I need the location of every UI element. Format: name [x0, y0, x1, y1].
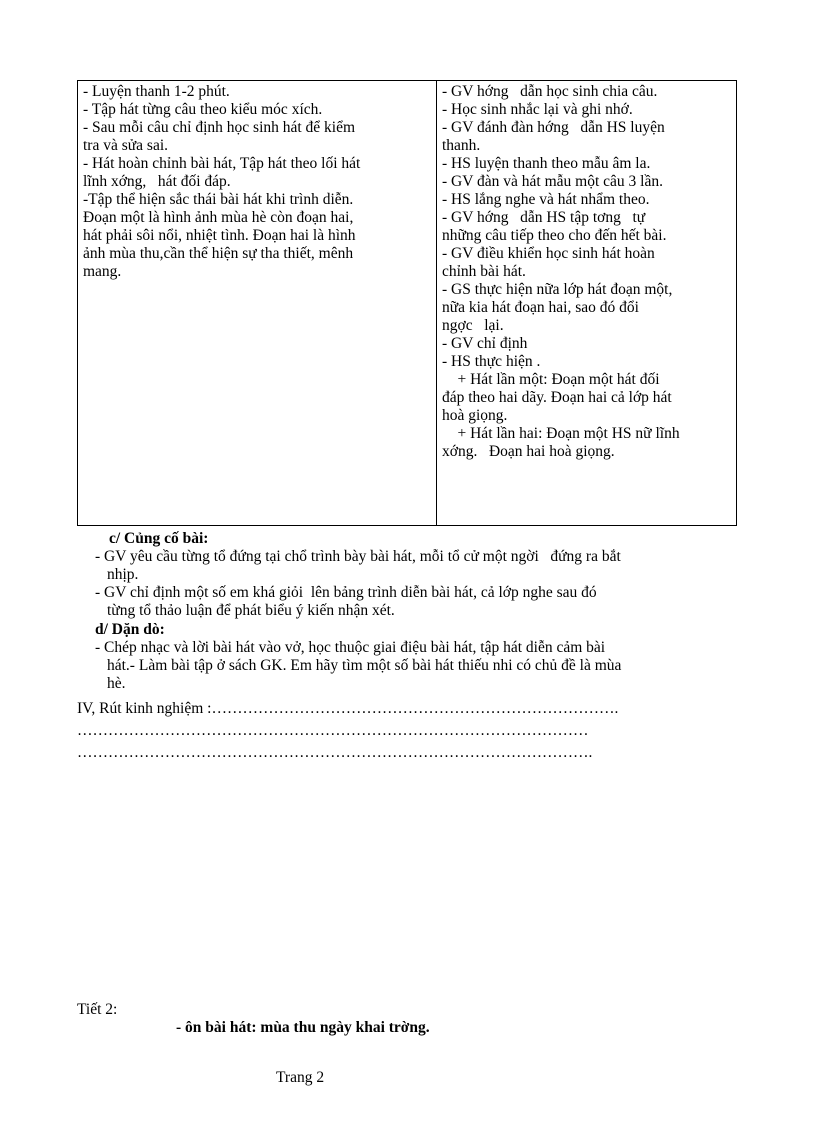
table-line: - GV hớng dẫn học sinh chia câu. [442, 83, 658, 100]
table-line: - GV chỉ định [442, 335, 528, 352]
table-line: đáp theo hai dãy. Đoạn hai cả lớp hát [442, 389, 672, 406]
table-line: - Hát hoàn chỉnh bài hát, Tập hát theo lối hát [83, 155, 361, 172]
table-line: - GS thực hiện nữa lớp hát đoạn một, [442, 281, 673, 298]
table-line: ngợc lại. [442, 317, 504, 334]
table-line: + Hát lần một: Đoạn một hát đối [442, 371, 660, 388]
period-title: - ôn bài hát: mùa thu ngày khai trờng. [176, 1019, 430, 1036]
table-line: - Tập hát từng câu theo kiểu móc xích. [83, 101, 323, 118]
list-item: - Chép nhạc và lời bài hát vào vở, học thuộc giai điệu bài hát, tập hát diễn cảm bài [95, 639, 606, 656]
table-line: hát phải sôi nổi, nhiệt tình. Đoạn hai là hình [83, 227, 356, 244]
table-line: hoà giọng. [442, 407, 508, 424]
table-line: - GV đánh đàn hớng dẫn HS luyện [442, 119, 665, 136]
table-line: tra và sửa sai. [83, 137, 169, 154]
list-item: - GV chỉ định một số em khá giỏi lên bảng trình diễn bài hát, cả lớp nghe sau đó [95, 584, 597, 601]
table-line: + Hát lần hai: Đoạn một HS nữ lĩnh [442, 425, 680, 442]
table-line: chỉnh bài hát. [442, 263, 526, 280]
period-label: Tiết 2: [77, 1001, 118, 1018]
list-item: - GV yêu cầu từng tổ đứng tại chổ trình bày bài hát, mỗi tổ cử một ngời đứng ra bắt [95, 548, 621, 565]
list-item: từng tổ thảo luận để phát biểu ý kiến nhận xét. [107, 602, 395, 619]
table-line: mang. [83, 263, 122, 280]
table-line: -Tập thể hiện sắc thái bài hát khi trình diễn. [83, 191, 354, 208]
experience-line [77, 699, 737, 719]
table-cell-content [78, 81, 437, 525]
table-line: - GV hớng dẫn HS tập tơng tự [442, 209, 646, 226]
dotted-fill: ……………………………………………………………………. [211, 700, 619, 717]
table-line: - Sau mỗi câu chỉ định học sinh hát để kiểm [83, 119, 356, 136]
table-line: - Học sinh nhắc lại và ghi nhớ. [442, 101, 633, 118]
dotted-line: ……………………………………………………………………………………… [77, 722, 589, 739]
table-cell-activities [437, 81, 736, 525]
dotted-line: ………………………………………………………………………………………. [77, 744, 593, 761]
table-line: - HS thực hiện . [442, 353, 541, 370]
table-line: nữa kia hát đoạn hai, sao đó đổi [442, 299, 639, 316]
section-heading: c/ Củng cố bài: [109, 530, 209, 547]
section-heading: d/ Dặn dò: [95, 621, 165, 638]
table-line: ảnh mùa thu,cần thể hiện sự tha thiết, mênh [83, 245, 354, 262]
table-line: xớng. Đoạn hai hoà giọng. [442, 443, 615, 460]
table-line: lĩnh xớng, hát đối đáp. [83, 173, 231, 190]
table-line: - HS lắng nghe và hát nhẩm theo. [442, 191, 650, 208]
table-line: - Luyện thanh 1-2 phút. [83, 83, 230, 100]
table-line: Đoạn một là hình ảnh mùa hè còn đoạn hai, [83, 209, 354, 226]
table-line: thanh. [442, 137, 481, 154]
consolidation-section [95, 530, 735, 620]
lesson-table [77, 80, 737, 526]
page-number: Trang 2 [276, 1069, 325, 1086]
experience-label: IV, Rút kinh nghiệm : [77, 700, 212, 717]
table-line: - HS luyện thanh theo mẫu âm la. [442, 155, 651, 172]
homework-section [95, 621, 735, 693]
table-line: - GV đàn và hát mẫu một câu 3 lần. [442, 173, 663, 190]
list-item: hè. [107, 675, 126, 692]
list-item: nhịp. [107, 566, 139, 583]
list-item: hát.- Làm bài tập ở sách GK. Em hãy tìm một số bài hát thiếu nhi có chủ đề là mùa [107, 657, 622, 674]
table-line: những câu tiếp theo cho đến hết bài. [442, 227, 667, 244]
table-line: - GV điều khiển học sinh hát hoàn [442, 245, 655, 262]
